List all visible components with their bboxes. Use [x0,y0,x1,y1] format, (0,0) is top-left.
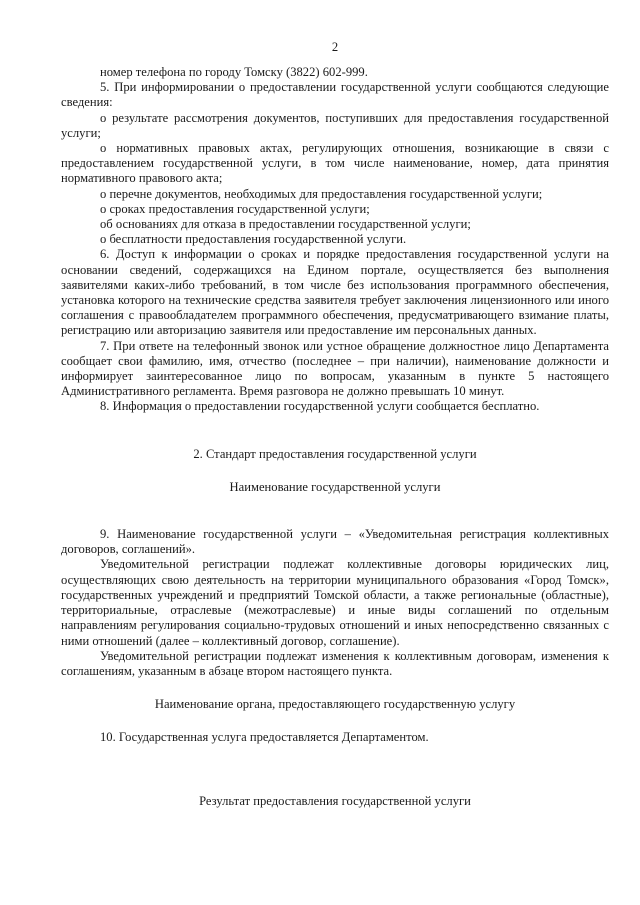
paragraph: Уведомительной регистрации подлежат изменения к коллективным договорам, изменения к соглашениям, указанным в абзаце втором настоящего пункта. [61,648,609,678]
spacer [61,462,609,480]
page-number: 2 [331,40,339,54]
paragraph: 8. Информация о предоставлении государственной услуги сообщается бесплатно. [100,399,540,414]
paragraph: о перечне документов, необходимых для предоставления государственной услуги; [100,186,543,201]
paragraph: 5. При информировании о предоставлении государственной услуги сообщаются следующие сведения: [61,80,609,110]
paragraph: Уведомительной регистрации подлежат коллективные договоры юридических лиц, осуществляющих свою деятельность на территории муниципального образования «Город Томск», государственных учреждений и предприятий Томской области, а также региональные (областные), территориальные, отраслевые (межотраслевые) и иные виды соглашений по отдельным направлениям регулирования социально-трудовых отношений и иных непосредственно связанных с ними отношений (далее – коллективный договор, соглашение). [61,557,609,648]
paragraph: о нормативных правовых актах, регулирующих отношения, возникающие в связи с предоставлением государственной услуги, в том числе наименование, номер, дата принятия нормативного правового акта; [61,141,609,186]
spacer [61,679,609,697]
paragraph: номер телефона по городу Томску (3822) 602-999. [100,65,368,79]
spacer [61,415,609,447]
paragraph: 9. Наименование государственной услуги – «Уведомительная регистрация коллективных договоров, соглашений». [61,527,609,557]
paragraph: об основаниях для отказа в предоставлении государственной услуги; [100,217,471,232]
paragraph: о сроках предоставления государственной услуги; [100,201,370,216]
paragraph: 10. Государственная услуга предоставляется Департаментом. [100,730,429,745]
section-heading: Наименование государственной услуги [229,479,441,494]
section-heading: 2. Стандарт предоставления государственной услуги [193,446,477,461]
section-heading: Наименование органа, предоставляющего государственную услугу [154,697,516,712]
document-body [61,65,609,809]
paragraph: 6. Доступ к информации о сроках и порядке предоставления государственной услуги на основании сведений, содержащихся на Едином портале, осуществляется без выполнения заявителями каких-либо требований, в том числе без использования программного обеспечения, установка которого на технические средства заявителя требует заключения лицензионного или иного соглашения с правообладателем программного обеспечения, предусматривающего взимание платы, регистрацию или авторизацию заявителя или предоставление им персональных данных. [61,247,609,338]
section-heading: Результат предоставления государственной услуги [199,793,471,808]
spacer [61,746,609,778]
paragraph: 7. При ответе на телефонный звонок или устное обращение должностное лицо Департамента сообщает свои фамилию, имя, отчество (последнее – при наличии), наименование должности и информирует заинтересованное лицо по вопросам, указанным в пункте 5 настоящего Административного регламента. Время разговора не должно превышать 10 минут. [61,338,609,399]
paragraph: о бесплатности предоставления государственной услуги. [100,232,407,247]
paragraph: о результате рассмотрения документов, поступивших для предоставления государственной услуги; [61,110,609,140]
spacer [61,712,609,730]
spacer [61,778,609,794]
spacer [61,495,609,527]
